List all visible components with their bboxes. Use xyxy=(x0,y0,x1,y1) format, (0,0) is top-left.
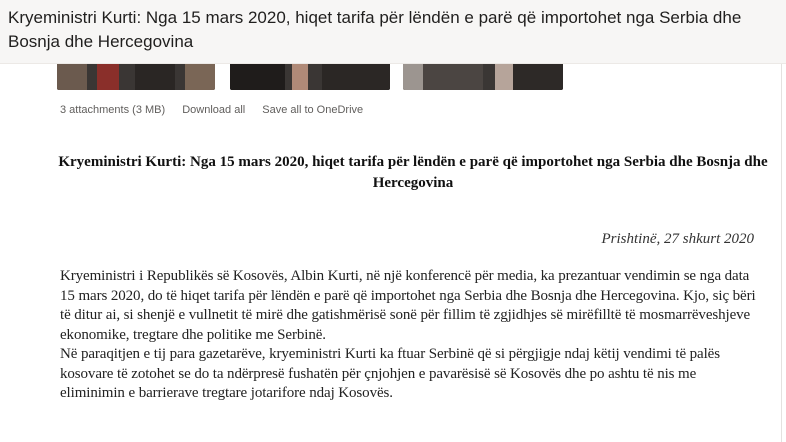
attachment-thumbnail-1[interactable] xyxy=(57,64,215,90)
email-subject: Kryeministri Kurti: Nga 15 mars 2020, hiqet tarifa për lëndën e parë që importohet nga Serbia dhe Bosnja dhe Hercegovina xyxy=(8,8,742,51)
save-to-onedrive-link[interactable]: Save all to OneDrive xyxy=(262,104,364,116)
article-headline: Kryeministri Kurti: Nga 15 mars 2020, hiqet tarifa për lëndën e parë që importohet nga Serbia dhe Bosnja dhe Hercegovina xyxy=(58,154,768,191)
attachments-count: 3 attachments (3 MB) xyxy=(60,104,166,116)
attachment-thumbnail-2[interactable] xyxy=(230,64,390,90)
attachment-thumbnail-3[interactable] xyxy=(403,64,563,90)
download-all-link[interactable]: Download all xyxy=(182,104,246,116)
attachments-toolbar xyxy=(60,104,377,116)
article-paragraph: Kryeministri i Republikës së Kosovës, Albin Kurti, në një konferencë për media, ka prezantuar vendimin se nga data 15 mars 2020, do të hiqet tarifa për lëndën e parë që importohet nga Serbia dhe Bosnja dhe Hercegovina. Kjo, siç bëri të ditur ai, si shenjë e vullnetit të mirë dhe gatishmërisë sonë për fillim të zgjidhjes së mirëfilltë të mosmarrëveshjeve ekonomike, tregtare dhe politike me Serbinë. xyxy=(60,268,756,343)
article-body xyxy=(60,267,760,404)
article-paragraph: Në paraqitjen e tij para gazetarëve, kryeministri Kurti ka ftuar Serbinë që si përgjigje ndaj këtij vendimi të palës kosovare të zotohet se do ta ndërpresë fushatën për çnjohjen e pavarësisë së Kosovës dhe po ashtu të nis me eliminimin e barrierave tregtare jotarifore ndaj Kosovës. xyxy=(60,346,720,401)
email-subject-header xyxy=(0,0,786,64)
pane-divider xyxy=(781,64,782,442)
article-dateline: Prishtinë, 27 shkurt 2020 xyxy=(601,231,754,247)
